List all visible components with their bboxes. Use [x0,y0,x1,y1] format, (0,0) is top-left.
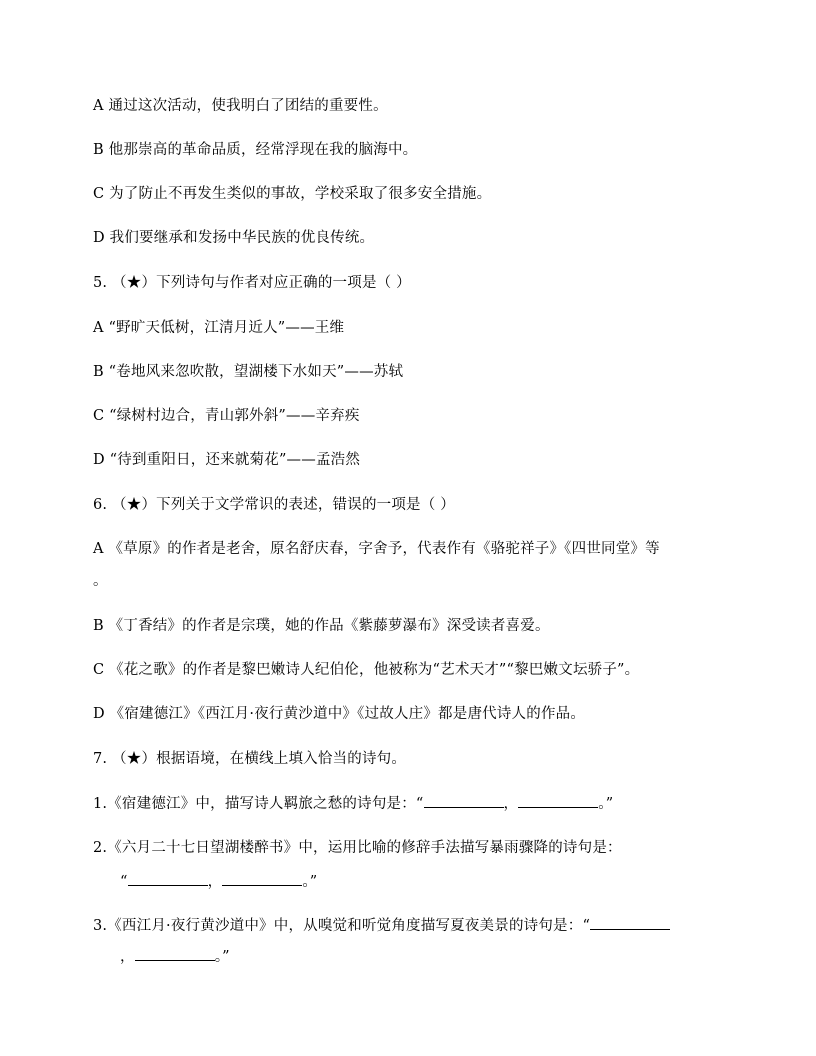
answer-blank[interactable] [128,871,208,886]
q7-item-1-prefix: 1.《宿建德江》中，描写诗人羁旅之愁的诗句是：“ [93,796,424,812]
q7-item-2-answer-line [120,871,317,892]
q7-item-2-suffix: 。” [302,874,318,890]
answer-blank[interactable] [135,946,215,961]
q4-option-d: D 我们要继承和发扬中华民族的优良传统。 [93,230,375,246]
q7-item-3-separator: ， [120,949,135,965]
answer-blank[interactable] [518,793,598,808]
q5-option-d: D “待到重阳日，还来就菊花”——孟浩然 [93,452,361,468]
q6-option-a: A 《草原》的作者是老舍，原名舒庆春，字舍予，代表作有《骆驼祥子》《四世同堂》等 [93,541,660,557]
q7-stem: 7. （★）根据语境，在横线上填入恰当的诗句。 [93,751,407,767]
q5-option-b: B “卷地风来忽吹散，望湖楼下水如天”——苏轼 [93,364,404,380]
q7-item-2-prefix: “ [120,874,128,890]
q4-option-b: B 他那崇高的革命品质，经常浮现在我的脑海中。 [93,142,418,158]
q7-item-1-separator: ， [503,796,519,812]
q6-option-d: D 《宿建德江》《西江月·夜行黄沙道中》《过故人庄》都是唐代诗人的作品。 [93,706,586,722]
answer-blank[interactable] [424,793,504,808]
q7-item-3-prefix: 3.《西江月·夜行黄沙道中》中，从嗅觉和听觉角度描写夏夜美景的诗句是：“ [93,918,591,934]
q7-item-3-answer-line [120,946,230,967]
q7-item-3-question [93,915,670,936]
q5-option-a: A “野旷天低树，江清月近人”——王维 [93,320,345,336]
q7-item-1-suffix: 。” [598,796,614,812]
answer-blank[interactable] [590,915,670,930]
q6-option-b: B 《丁香结》的作者是宗璞，她的作品《紫藤萝瀑布》深受读者喜爱。 [93,618,550,634]
q6-stem: 6. （★）下列关于文学常识的表述，错误的一项是（ ） [93,497,455,513]
q7-item-2-separator: ， [207,874,223,890]
q4-option-c: C 为了防止不再发生类似的事故，学校采取了很多安全措施。 [93,186,492,202]
q7-item-1 [93,793,613,814]
q5-option-c: C “绿树村边合，青山郭外斜”——辛弃疾 [93,408,360,424]
answer-blank[interactable] [222,871,302,886]
q4-option-a: A 通过这次活动，使我明白了团结的重要性。 [93,98,388,114]
q7-item-3-suffix: 。” [214,949,230,965]
q6-option-c: C 《花之歌》的作者是黎巴嫩诗人纪伯伦，他被称为“艺术天才”“黎巴嫩文坛骄子”。 [93,662,640,678]
q5-stem: 5. （★）下列诗句与作者对应正确的一项是（ ） [93,275,411,291]
q7-item-2-question: 2.《六月二十七日望湖楼醉书》中，运用比喻的修辞手法描写暴雨骤降的诗句是： [93,840,622,856]
q6-option-a-continued: 。 [93,573,108,589]
